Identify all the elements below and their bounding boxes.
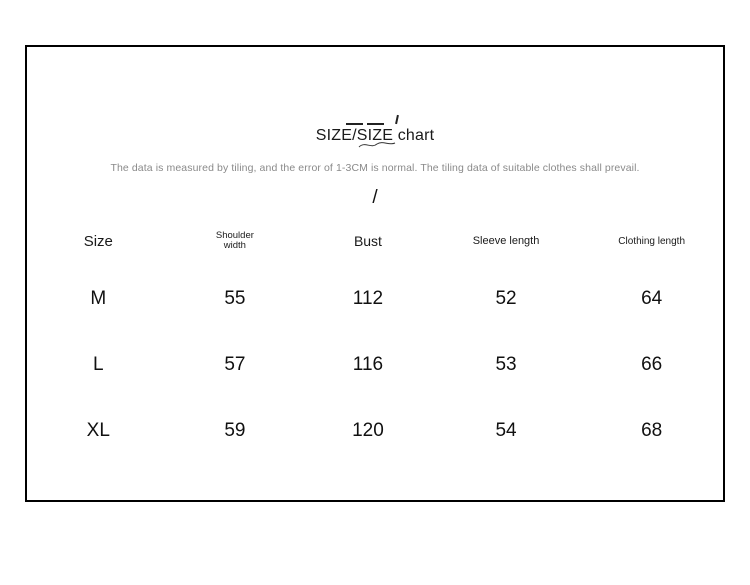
table-row [27, 266, 727, 332]
table-header [27, 222, 727, 266]
measurement-note: The data is measured by tiling, and the error of 1-3CM is normal. The tiling data of suitable clothes shall prevail. [110, 162, 640, 174]
table-header-row [27, 222, 727, 266]
cell-sleeve: 52 [495, 288, 517, 309]
divider-mark: / [372, 187, 378, 208]
decoration-dash-1 [346, 123, 363, 125]
size-chart-card [25, 45, 725, 502]
column-header-shoulder-line1: Shoulder [215, 230, 254, 242]
cell-size: M [90, 288, 107, 309]
cell-bust: 116 [352, 354, 384, 375]
cell-clothing: 64 [641, 288, 663, 309]
column-header-shoulder-line2: width [223, 240, 246, 251]
cell-shoulder: 59 [224, 420, 246, 441]
decoration-dash-2 [367, 123, 384, 125]
cell-shoulder: 55 [224, 288, 246, 309]
cell-clothing: 66 [641, 354, 663, 375]
cell-bust: 120 [352, 420, 384, 441]
cell-bust: 112 [352, 288, 384, 309]
column-header-size: Size [83, 232, 113, 250]
decoration-tick [395, 115, 399, 124]
cell-sleeve: 53 [495, 354, 517, 375]
size-chart-table [27, 222, 727, 464]
table-row [27, 398, 727, 464]
column-header-clothing-length: Clothing length [618, 235, 686, 247]
table-body [27, 266, 727, 464]
cell-sleeve: 54 [495, 420, 517, 441]
cell-size: XL [86, 420, 110, 441]
cell-shoulder: 57 [224, 354, 246, 375]
column-header-bust: Bust [353, 233, 382, 249]
cell-size: L [93, 354, 104, 375]
column-header-sleeve-length: Sleeve length [472, 235, 540, 247]
column-header-shoulder-width [170, 222, 301, 266]
cell-clothing: 68 [641, 420, 663, 441]
table-row [27, 332, 727, 398]
page-title: SIZE/SIZE chart [315, 127, 435, 144]
